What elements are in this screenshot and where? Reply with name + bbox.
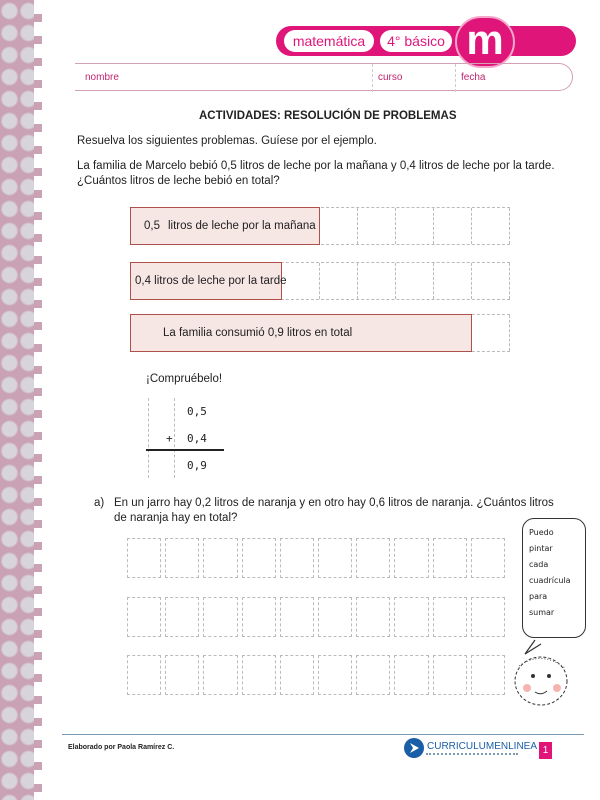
page-title: ACTIVIDADES: RESOLUCIÓN DE PROBLEMAS (199, 110, 457, 122)
page-number: 1 (539, 742, 552, 759)
bar-label: 0,4 litros de leche por la tarde (135, 275, 287, 287)
grid-cell[interactable] (127, 538, 161, 578)
bar-cell (472, 315, 510, 351)
bar-cell (320, 208, 358, 244)
student-info-bar (75, 63, 573, 91)
problem-a-text-1: En un jarro hay 0,2 litros de naranja y en otro hay 0,6 litros de naranja. ¿Cuántos litros (114, 497, 554, 509)
bar-model-afternoon (130, 262, 510, 300)
bubble-line: sumar (529, 608, 555, 617)
grid-cell[interactable] (318, 655, 352, 695)
grid-cell[interactable] (356, 538, 390, 578)
grid-cell[interactable] (433, 538, 467, 578)
author-credit: Elaborado por Paola Ramírez C. (68, 744, 175, 751)
bar-cell (320, 263, 358, 299)
grid-cell[interactable] (356, 655, 390, 695)
grid-cell[interactable] (394, 597, 428, 637)
grid-cell[interactable] (394, 538, 428, 578)
answer-grid-1[interactable] (127, 538, 505, 578)
speech-bubble (522, 518, 586, 638)
addend-1: 0,5 (187, 405, 207, 418)
date-field[interactable]: fecha (461, 72, 486, 83)
grid-cell[interactable] (471, 655, 505, 695)
bubble-line: Puedo (529, 528, 554, 537)
bar-cell (358, 208, 396, 244)
bubble-line: para (529, 592, 548, 601)
bar-model-total (130, 314, 510, 352)
child-face-illustration (505, 636, 575, 711)
grid-cell[interactable] (433, 655, 467, 695)
bar-cell (472, 208, 510, 244)
bar-cell (282, 263, 320, 299)
grid-cell[interactable] (165, 597, 199, 637)
plus-sign: + (166, 432, 173, 445)
example-text-2: ¿Cuántos litros de leche bebió en total? (77, 175, 280, 187)
grid-cell[interactable] (203, 655, 237, 695)
instruction: Resuelva los siguientes problemas. Guíese por el ejemplo. (77, 135, 377, 147)
grid-cell[interactable] (165, 655, 199, 695)
bar-label: La familia consumió 0,9 litros en total (163, 327, 353, 339)
bar-model-morning (130, 207, 510, 245)
grid-cell[interactable] (280, 538, 314, 578)
bar-cell (396, 263, 434, 299)
binder-strip (0, 0, 38, 800)
grid-cell[interactable] (471, 538, 505, 578)
bar-cell (396, 208, 434, 244)
grid-cell[interactable] (242, 655, 276, 695)
grid-cell[interactable] (242, 597, 276, 637)
grid-cell[interactable] (165, 538, 199, 578)
addend-2: 0,4 (187, 432, 207, 445)
bubble-line: cada (529, 560, 549, 569)
header-banner (276, 26, 576, 56)
course-field[interactable]: curso (378, 72, 403, 83)
bar-number: 0,5 (144, 220, 160, 232)
grade-label: 4° básico (380, 30, 452, 52)
grid-cell[interactable] (356, 597, 390, 637)
answer-grid-3[interactable] (127, 655, 505, 695)
bar-label: litros de leche por la mañana (168, 220, 316, 232)
logo-m: m (455, 16, 515, 68)
grid-cell[interactable] (242, 538, 276, 578)
problem-a-marker: a) (94, 497, 105, 509)
bubble-line: pintar (529, 544, 553, 553)
grid-cell[interactable] (280, 655, 314, 695)
grid-cell[interactable] (203, 538, 237, 578)
sum-result: 0,9 (187, 459, 207, 472)
grid-cell[interactable] (394, 655, 428, 695)
curriculum-logo-icon (404, 738, 424, 758)
brand-name: CURRICULUMENLINEA (427, 741, 538, 752)
example-text-1: La familia de Marcelo bebió 0,5 litros de leche por la mañana y 0,4 litros de leche por la tarde. (77, 160, 555, 172)
footer-divider (62, 734, 584, 735)
problem-a-text-2: de naranja hay en total? (114, 512, 238, 524)
grid-cell[interactable] (318, 538, 352, 578)
subject-label: matemática (284, 30, 374, 52)
grid-cell[interactable] (280, 597, 314, 637)
bar-cell (358, 263, 396, 299)
grid-cell[interactable] (318, 597, 352, 637)
grid-cell[interactable] (127, 655, 161, 695)
bar-cell (434, 208, 472, 244)
grid-cell[interactable] (433, 597, 467, 637)
grid-cell[interactable] (471, 597, 505, 637)
bar-cell (472, 263, 510, 299)
check-title: ¡Compruébelo! (146, 373, 223, 385)
answer-grid-2[interactable] (127, 597, 505, 637)
bubble-line: cuadrícula (529, 576, 571, 585)
name-field[interactable]: nombre (85, 72, 119, 83)
bar-cell (434, 263, 472, 299)
grid-cell[interactable] (203, 597, 237, 637)
grid-cell[interactable] (127, 597, 161, 637)
